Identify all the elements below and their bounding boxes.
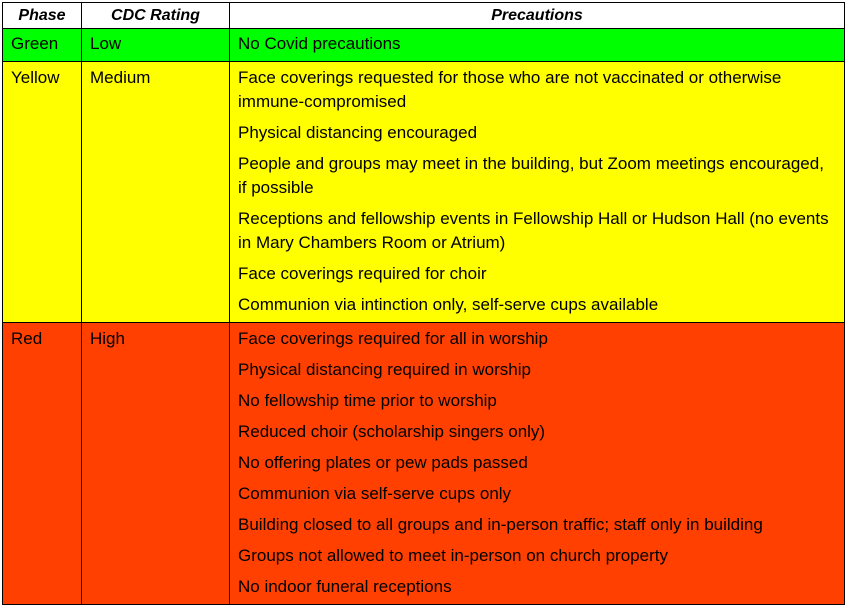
precaution-item: No indoor funeral receptions <box>238 577 452 596</box>
precaution-item: Communion via self-serve cups only <box>238 484 512 503</box>
phase-cell: Red <box>3 323 82 605</box>
rating-cell: Low <box>82 29 230 62</box>
precaution-item: Receptions and fellowship events in Fellowship Hall or Hudson Hall (no events in Mary Chambers Room or Atrium) <box>238 209 829 252</box>
header-phase: Phase <box>3 3 82 29</box>
precaution-item: People and groups may meet in the building, but Zoom meetings encouraged, if possible <box>238 154 824 197</box>
phase-row-green <box>3 29 845 62</box>
header-cdc-rating: CDC Rating <box>82 3 230 29</box>
phase-cell: Green <box>3 29 82 62</box>
precaution-item: Reduced choir (scholarship singers only) <box>238 422 546 441</box>
precaution-item: No fellowship time prior to worship <box>238 391 497 410</box>
precaution-item: Communion via intinction only, self-serve cups available <box>238 295 659 314</box>
precautions-cell <box>230 62 845 323</box>
phase-row-yellow <box>3 62 845 323</box>
precaution-item: No offering plates or pew pads passed <box>238 453 528 472</box>
precaution-item: Building closed to all groups and in-person traffic; staff only in building <box>238 515 763 534</box>
precaution-item: No Covid precautions <box>238 34 401 53</box>
precaution-item: Physical distancing encouraged <box>238 123 478 142</box>
precaution-item: Face coverings requested for those who are not vaccinated or otherwise immune-compromised <box>238 68 782 111</box>
header-precautions: Precautions <box>230 3 845 29</box>
header-row <box>3 3 845 29</box>
precaution-item: Physical distancing required in worship <box>238 360 531 379</box>
precautions-cell <box>230 323 845 605</box>
precaution-item: Face coverings required for choir <box>238 264 487 283</box>
precautions-cell <box>230 29 845 62</box>
phase-cell: Yellow <box>3 62 82 323</box>
precaution-item: Groups not allowed to meet in-person on church property <box>238 546 668 565</box>
rating-cell: High <box>82 323 230 605</box>
phase-row-red <box>3 323 845 605</box>
covid-phase-table <box>2 2 845 605</box>
precaution-item: Face coverings required for all in worship <box>238 329 548 348</box>
rating-cell: Medium <box>82 62 230 323</box>
